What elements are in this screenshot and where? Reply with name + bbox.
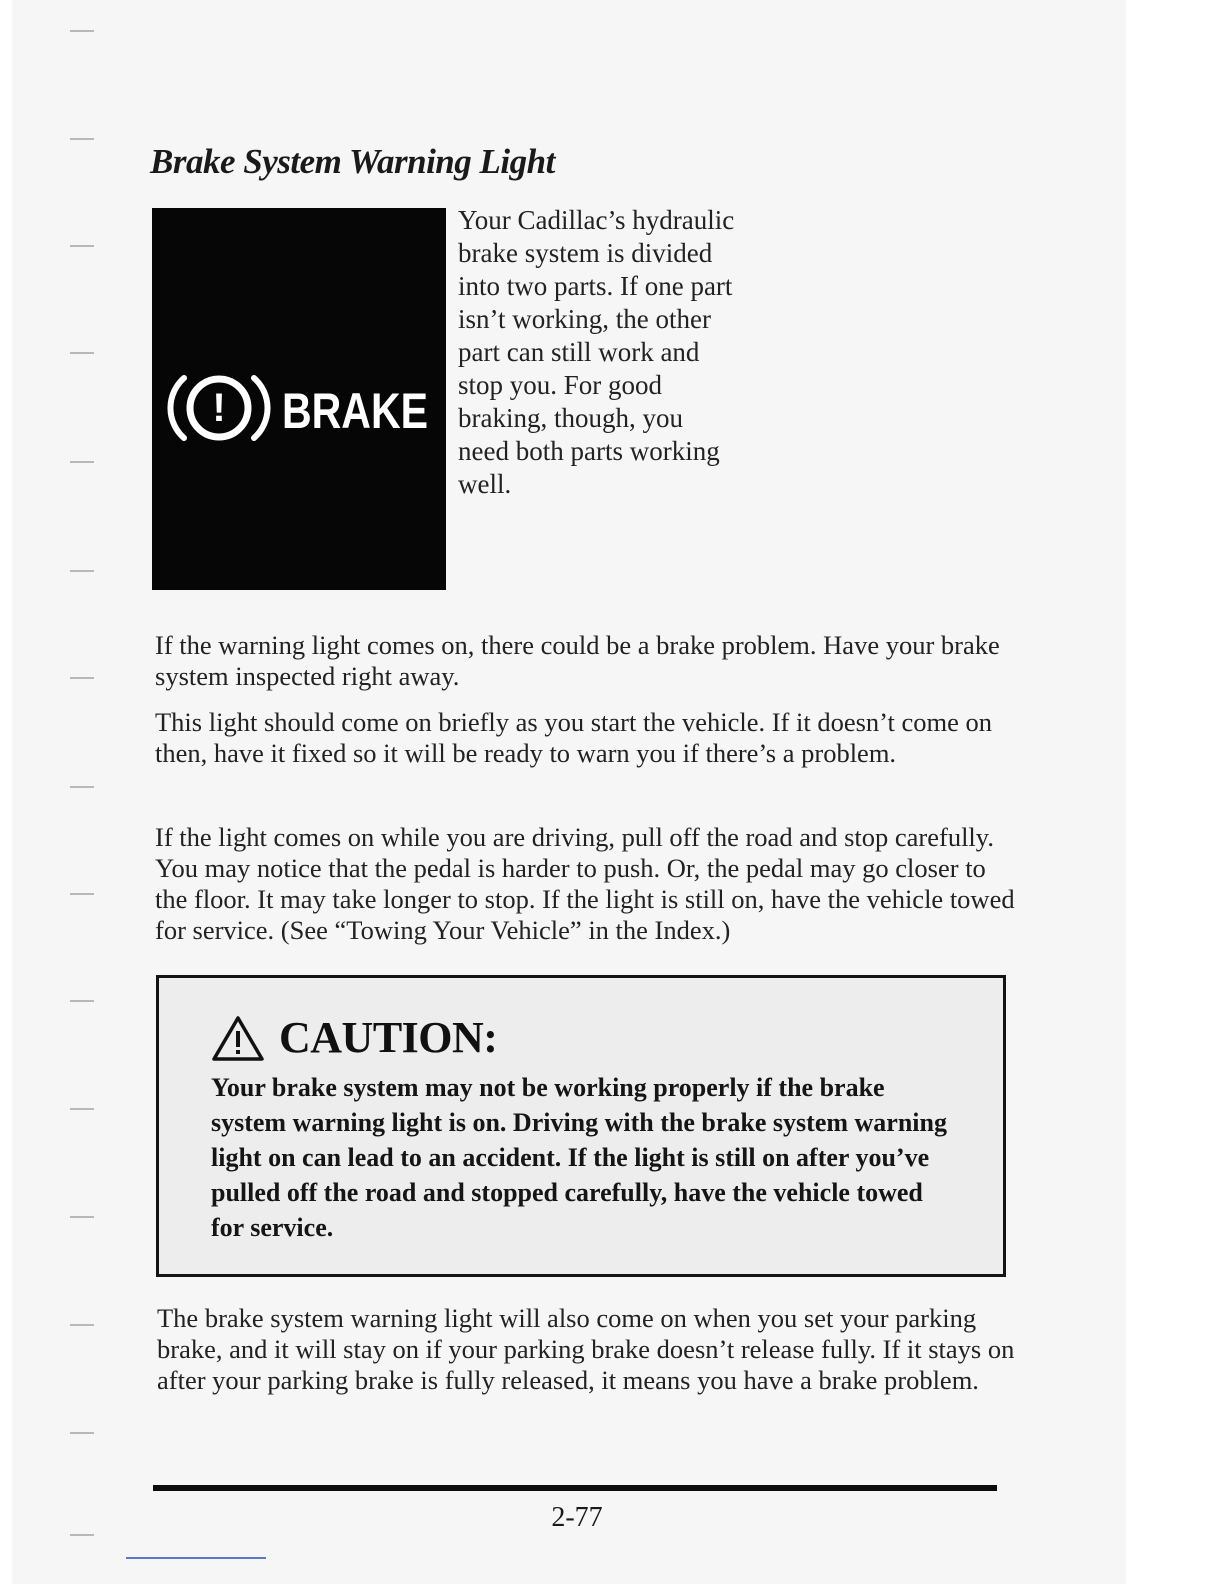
intro-paragraph: Your Cadillac’s hydraulic brake system is divided into two parts. If one part isn’t working, the other part can still work and stop you. For good braking, though, you need both parts working well.: [458, 205, 735, 499]
body-paragraph: This light should come on briefly as you start the vehicle. If it doesn’t come on then, have it fixed so it will be ready to warn you if there’s a problem.: [155, 707, 993, 768]
caution-header: [211, 1012, 497, 1063]
footer-rule: [153, 1485, 997, 1491]
margin-tick: [70, 30, 94, 32]
margin-tick: [70, 461, 94, 463]
margin-tick: [70, 1108, 94, 1110]
margin-tick: [70, 352, 94, 354]
section-title: Brake System Warning Light: [150, 142, 555, 181]
caution-title: CAUTION:: [279, 1013, 498, 1062]
page-number: 2-77: [551, 1502, 603, 1533]
body-paragraph: If the light comes on while you are driving, pull off the road and stop carefully. You may notice that the pedal is harder to push. Or, the pedal may go closer to the floor. It may take longer to stop. If the light is still on, have the vehicle towed for service. (See “Towing Your Vehicle” in the Index.): [155, 822, 1015, 945]
brake-label: BRAKE: [282, 383, 428, 439]
margin-tick: [70, 1000, 94, 1002]
exclamation-mark: !: [212, 386, 226, 430]
margin-tick: [70, 677, 94, 679]
margin-tick: [70, 1432, 94, 1434]
margin-tick: [70, 245, 94, 247]
margin-tick: [70, 786, 94, 788]
warning-triangle-icon: [211, 1014, 265, 1062]
body-paragraph: If the warning light comes on, there could be a brake problem. Have your brake system inspected right away.: [155, 630, 1000, 691]
closing-paragraph: The brake system warning light will also come on when you set your parking brake, and it will stay on if your parking brake doesn’t release fully. If it stays on after your parking brake is fully released, it means you have a brake problem.: [157, 1303, 1015, 1395]
margin-tick: [70, 1324, 94, 1326]
margin-tick: [70, 1534, 94, 1536]
brake-warning-icon: [160, 358, 440, 458]
brake-warning-indicator: [152, 208, 446, 590]
margin-tick: [70, 570, 94, 572]
bottom-link-underline: [126, 1557, 266, 1559]
margin-tick: [70, 1216, 94, 1218]
caution-box: [156, 975, 1006, 1277]
margin-tick: [70, 138, 94, 140]
caution-text: Your brake system may not be working properly if the brake system warning light is on. Driving with the brake system warning light on can lead to an accident. If the light is still on after you’ve pulled off the road and stopped carefully, have the vehicle towed for service.: [211, 1073, 947, 1242]
margin-tick: [70, 893, 94, 895]
